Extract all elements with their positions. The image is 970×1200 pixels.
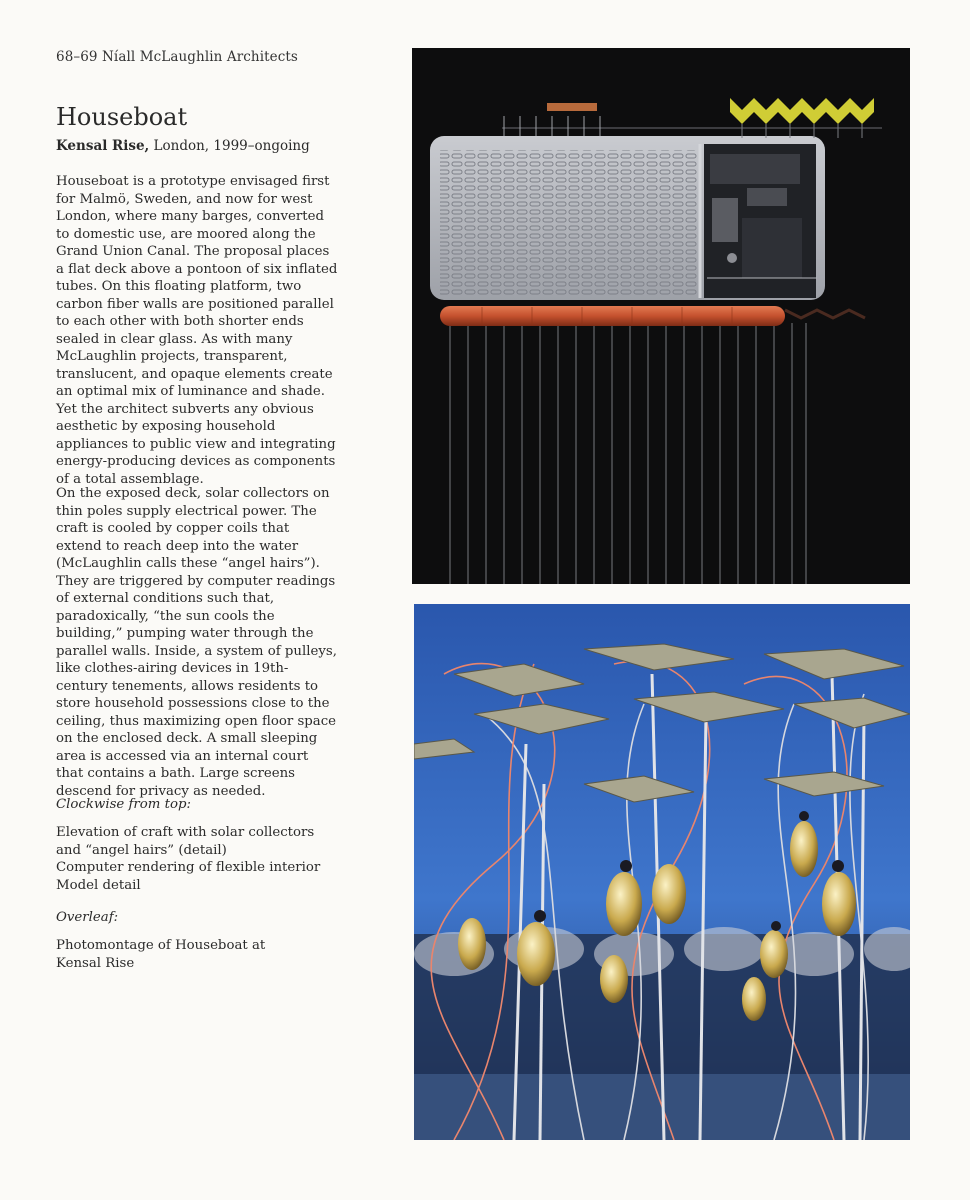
caption-clockwise-list xyxy=(56,824,338,894)
subtitle-details: London, 1999–ongoing xyxy=(149,138,310,154)
body-paragraph-1: Houseboat is a prototype envisaged first for Malmö, Sweden, and now for west London, where many barges, converted to domestic use, are moored along the Grand Union Canal. The proposal places a flat deck above a pontoon of six inflated tubes. On this floating platform, two carbon fiber walls are positioned parallel to each other with both shorter ends sealed in clear glass. As with many McLaughlin projects, transparent, translucent, and opaque elements create an optimal mix of luminance and shade. Yet the architect subverts any obvious aesthetic by exposing household appliances to public view and integrating energy-producing devices as components of a total assemblage. xyxy=(56,174,338,487)
caption-item: Model detail xyxy=(56,877,141,893)
body-paragraph-2: On the exposed deck, solar collectors on thin poles supply electrical power. The craft is cooled by copper coils that extend to reach deep into the water (McLaughlin calls these “angel hairs”). They are triggered by computer readings of external conditions such that, paradoxically, “the sun cools the building,” pumping water through the parallel walls. Inside, a system of pulleys, like clothes-airing devices in 19th-century tenements, allows residents to store household possessions close to the ceiling, thus maximizing open floor space on the enclosed deck. A small sleeping area is accessed via an internal court that contains a bath. Large screens descend for privacy as needed. xyxy=(56,486,337,799)
caption-item: Elevation of craft with solar collectors and “angel hairs” (detail) xyxy=(56,825,315,858)
subtitle xyxy=(56,138,310,154)
model-detail-photo xyxy=(414,604,910,1140)
caption-clockwise-heading: Clockwise from top: xyxy=(56,797,191,812)
page-title: Houseboat xyxy=(56,103,188,131)
model-detail-illustration xyxy=(414,604,910,1140)
caption-item: Photomontage of Houseboat at Kensal Rise xyxy=(56,938,266,971)
elevation-image xyxy=(412,48,910,584)
elevation-illustration xyxy=(412,48,910,584)
caption-overleaf-list xyxy=(56,937,266,972)
subtitle-location: Kensal Rise, xyxy=(56,138,150,154)
running-head: 68–69 Níall McLaughlin Architects xyxy=(56,49,298,65)
caption-overleaf-heading: Overleaf: xyxy=(56,910,119,925)
caption-item: Computer rendering of flexible interior xyxy=(56,860,321,875)
